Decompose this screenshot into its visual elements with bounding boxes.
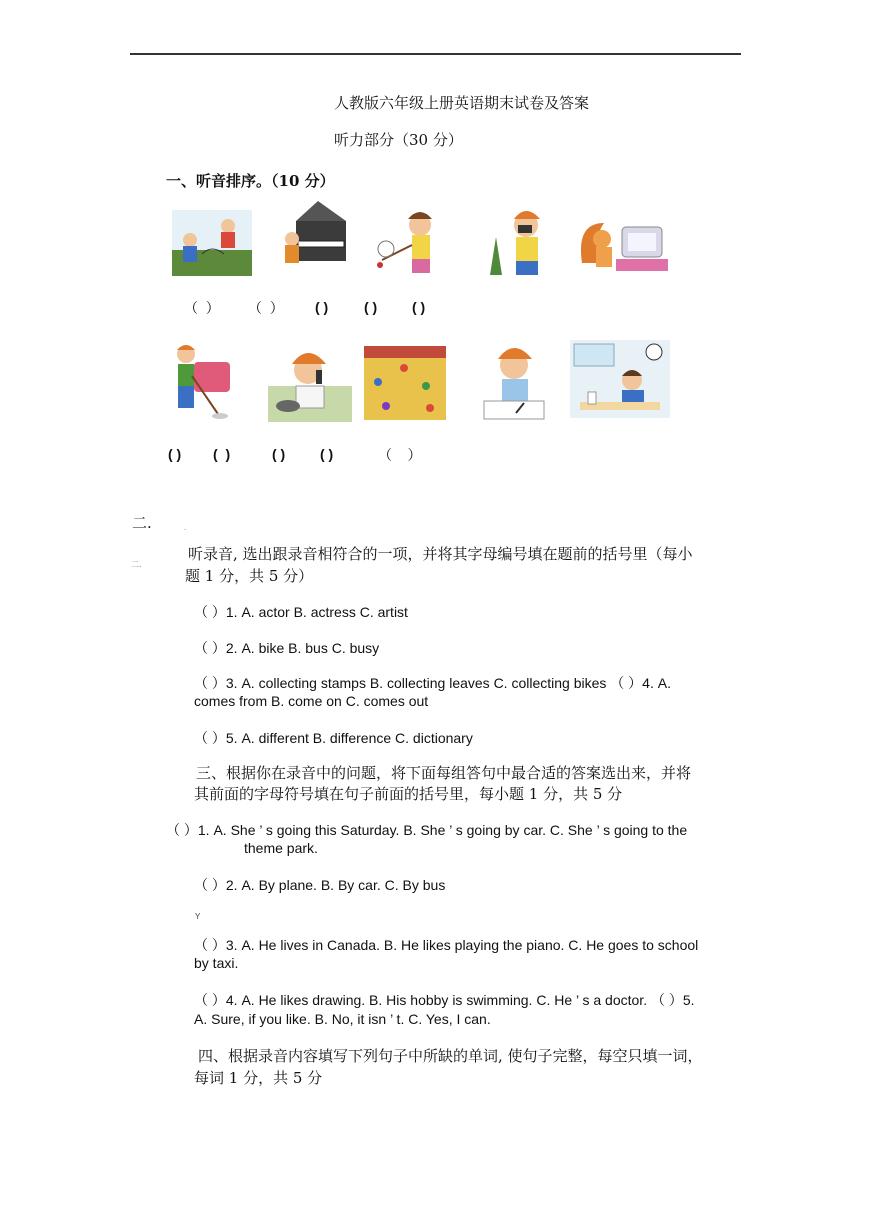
document-title: 人教版六年级上册英语期末试卷及答案 [334, 94, 590, 112]
answer-bracket[interactable]: ( ) [364, 299, 378, 315]
listening-header: 听力部分（30 分） [334, 131, 463, 149]
part4-instruction-line2: 每词 1 分，共 5 分 [194, 1069, 323, 1087]
part3-question-1: （ ）1. A. She ’ s going this Saturday. B. She ’ s going by car. C. She ’ s going to the [166, 822, 688, 838]
answer-bracket[interactable]: ( ) [315, 299, 329, 315]
answer-bracket[interactable]: ( ) [272, 446, 286, 462]
part2-number: 二. [132, 514, 152, 532]
illustration-boy-mopping-floor [168, 342, 234, 422]
part3-question-1-continued: theme park. [244, 840, 318, 856]
illustration-girl-writing [474, 343, 552, 421]
part3-question-4-5: （ ）4. A. He likes drawing. B. His hobby is swimming. C. He ’ s a doctor. （ ）5. [194, 992, 695, 1008]
answer-bracket[interactable]: ( ) [320, 446, 334, 462]
answer-bracket[interactable]: ( ) [213, 446, 231, 462]
part1-heading: 一、听音排序。（10 分） [166, 172, 335, 190]
part3-question-3-continued: by taxi. [194, 955, 239, 971]
illustration-girl-playing-piano [278, 201, 348, 276]
illustration-boy-girl-catching-bugs [172, 210, 252, 276]
part3-question-2: （ ）2. A. By plane. B. By car. C. By bus [194, 877, 446, 893]
part2-question-1: （ ）1. A. actor B. actress C. artist [194, 604, 408, 620]
illustration-girl-on-phone [268, 346, 352, 422]
part3-question-5-options: A. Sure, if you like. B. No, it isn ’ t. C. Yes, I can. [194, 1011, 491, 1027]
part3-instruction-line1: 三、根据你在录音中的问题，将下面每组答句中最合适的答案选出来，并将 [196, 764, 692, 782]
answer-bracket[interactable]: （ ） [248, 300, 284, 316]
part2-question-2: （ ）2. A. bike B. bus C. busy [194, 640, 380, 656]
top-rule [130, 53, 741, 55]
part3-instruction-line2: 其前面的字母符号填在句子前面的括号里，每小题 1 分，共 5 分 [194, 785, 623, 803]
answer-bracket[interactable]: ( ) [168, 446, 182, 462]
stray-mark: Y [195, 912, 201, 921]
part2-instruction-line1: 听录音, 选出跟录音相符合的一项，并将其字母编号填在题前的括号里（每小 [188, 545, 693, 563]
part2-question-5: （ ）5. A. different B. difference C. dictionary [194, 730, 473, 746]
illustration-kids-playing-field [364, 346, 446, 420]
part4-instruction-line1: 四、根据录音内容填写下列句子中所缺的单词, 使句子完整，每空只填一词， [198, 1047, 703, 1065]
answer-bracket[interactable]: （ ） [184, 300, 220, 316]
stray-dot: · [184, 526, 187, 534]
part2-question-4-options: comes from B. come on C. comes out [194, 693, 429, 709]
illustration-squirrel-computer [576, 213, 670, 275]
illustration-girl-taking-photo [478, 207, 554, 275]
answer-bracket[interactable]: ( ) [412, 299, 426, 315]
answer-bracket[interactable]: （ ） [378, 447, 422, 463]
illustration-girl-butterfly-net [372, 205, 452, 275]
part2-question-3-4: （ ）3. A. collecting stamps B. collecting leaves C. collecting bikes （ ）4. A. [194, 675, 671, 691]
illustration-boy-eating-breakfast [570, 340, 670, 418]
part2-instruction-line2: 题 1 分，共 5 分） [185, 567, 314, 585]
part3-question-3: （ ）3. A. He lives in Canada. B. He likes playing the piano. C. He goes to school [194, 937, 699, 953]
part2-side-mark: 二. [131, 560, 142, 569]
